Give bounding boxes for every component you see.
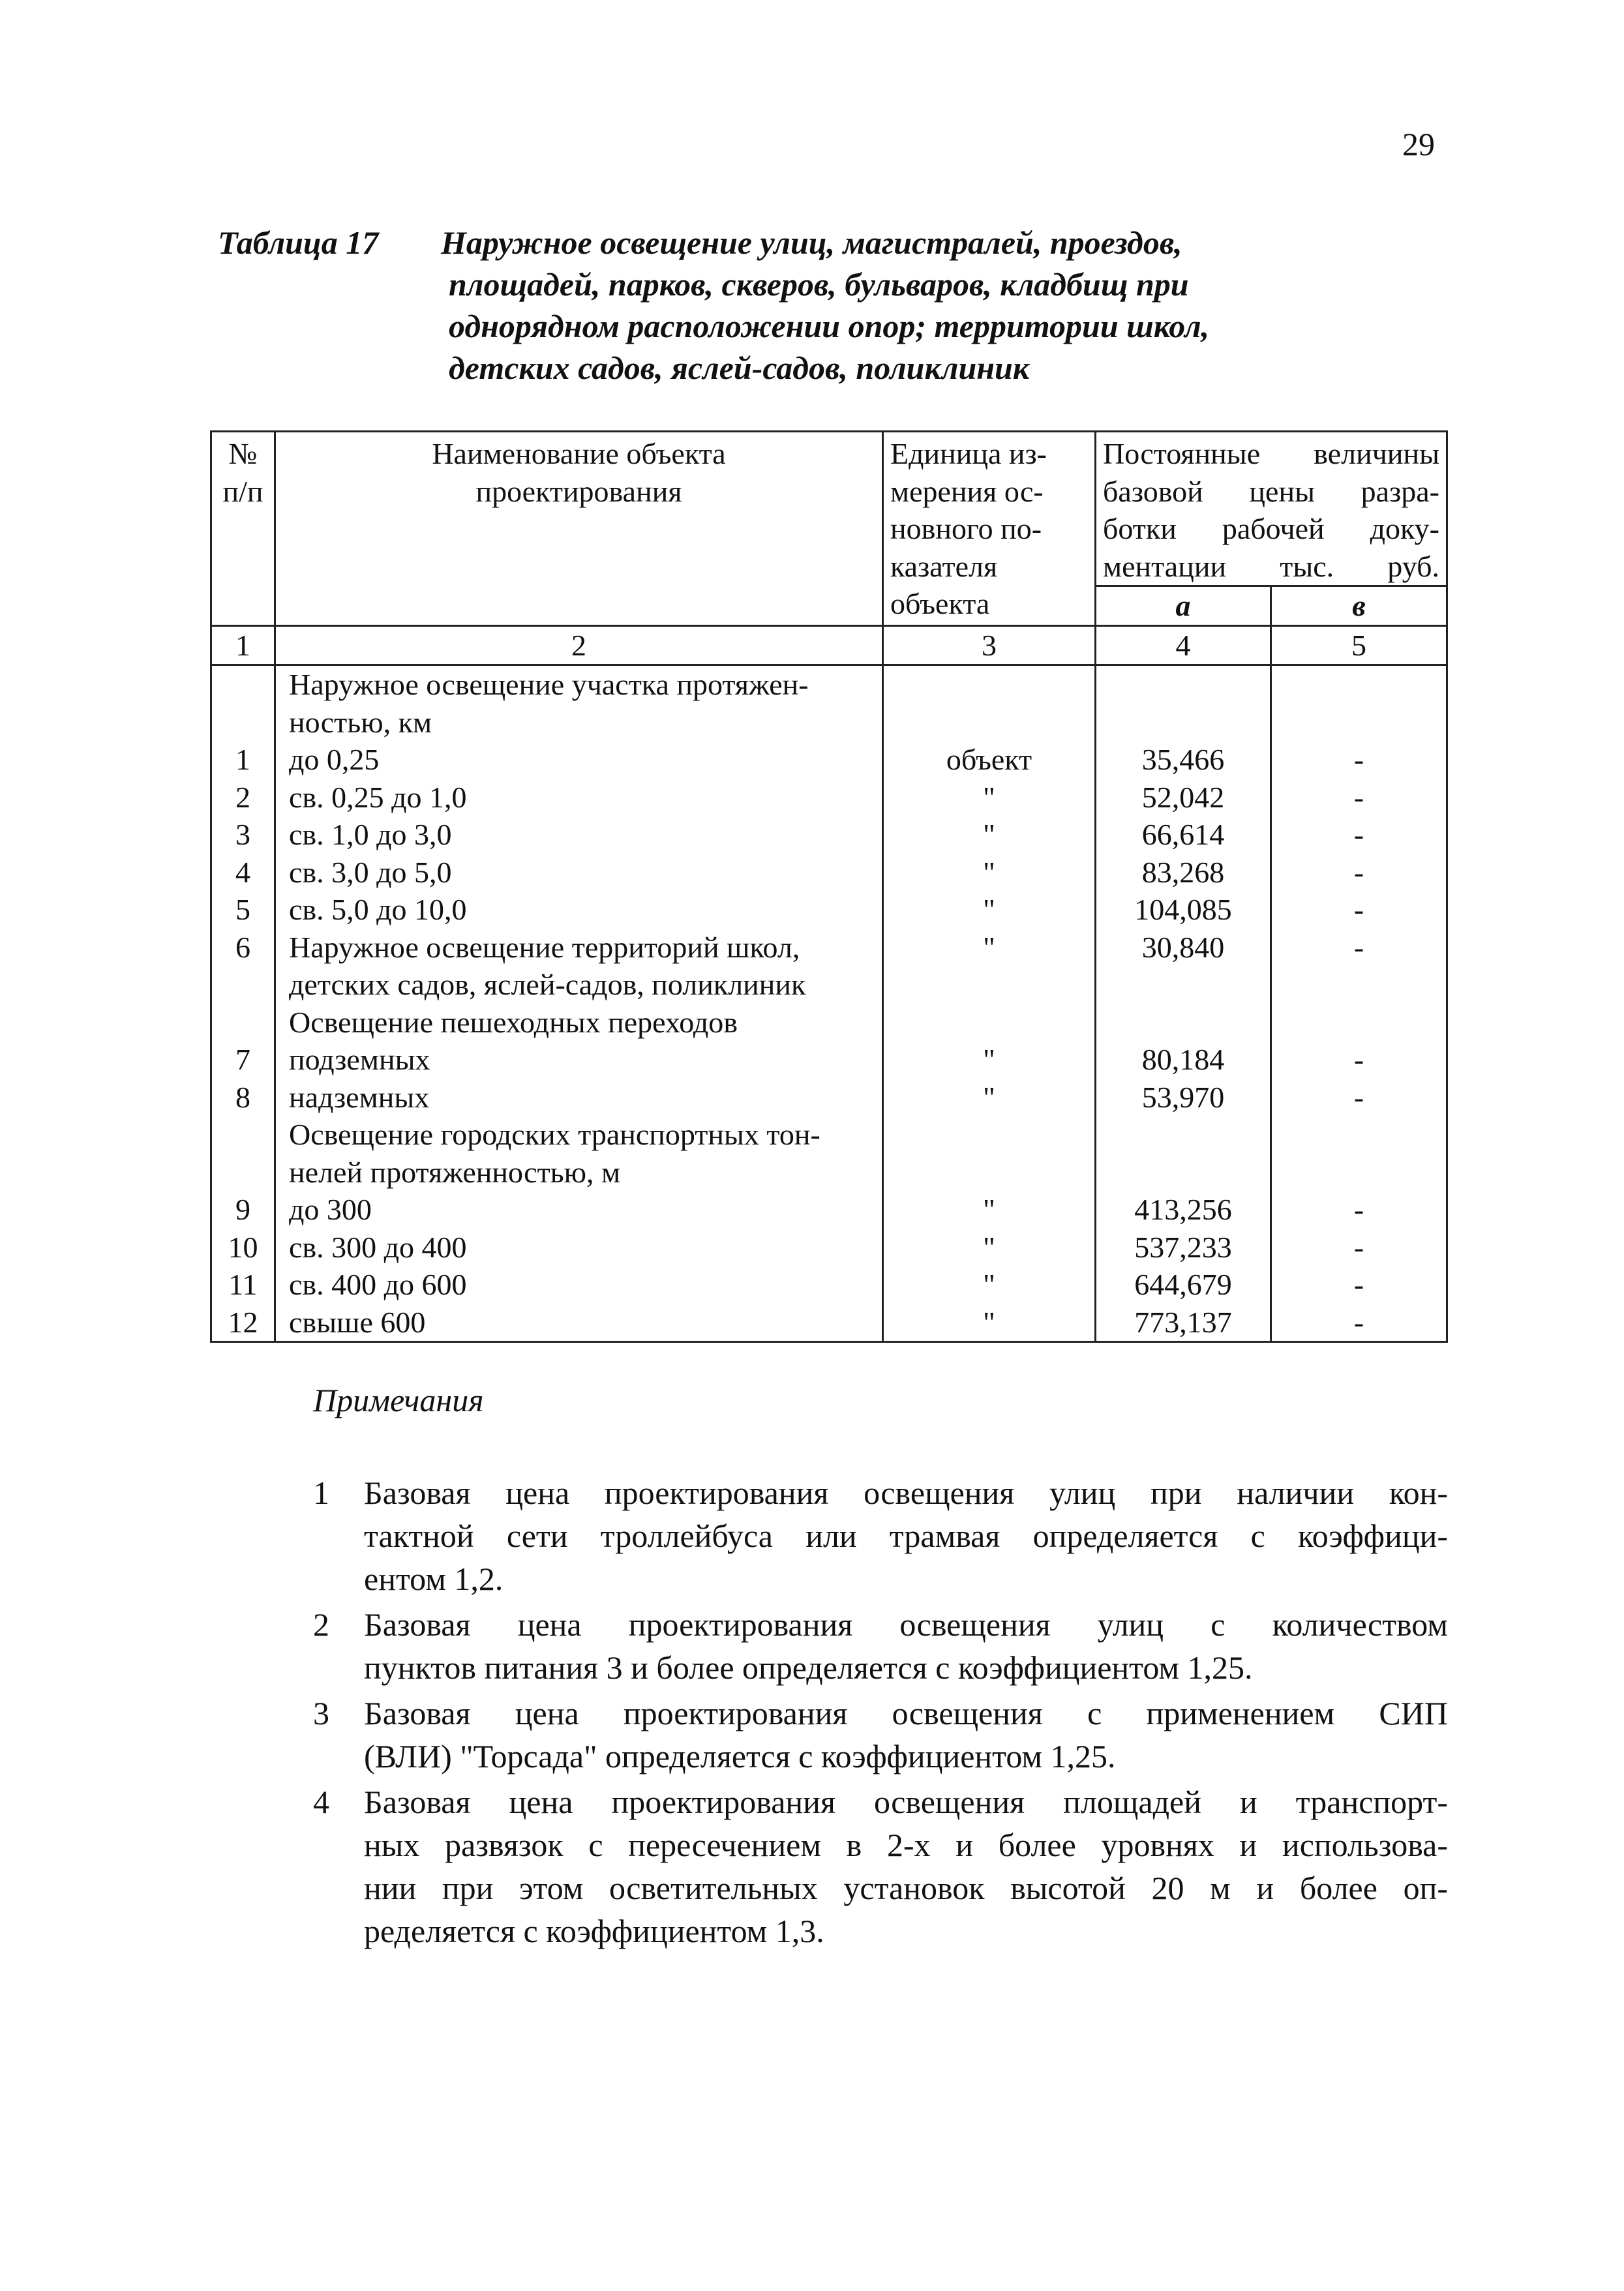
row-value-b-cell xyxy=(1271,1004,1447,1041)
row-unit-cell: " xyxy=(883,1041,1096,1079)
note-number: 4 xyxy=(313,1784,329,1820)
note-number: 1 xyxy=(313,1475,329,1511)
page-number: 29 xyxy=(1402,126,1435,162)
column-number: 4 xyxy=(1096,625,1271,665)
row-value-b-cell: - xyxy=(1271,854,1447,891)
row-name-cell: св. 5,0 до 10,0 xyxy=(275,891,883,929)
row-value-b-cell: - xyxy=(1271,891,1447,929)
header-unit-line: казателя xyxy=(890,549,998,583)
header-name-line: Наименование объекта xyxy=(432,437,726,470)
row-number-cell: 12 xyxy=(211,1304,275,1342)
table-row xyxy=(211,1004,1447,1041)
row-number-cell xyxy=(211,966,275,1004)
header-const-line: ботки рабочей доку- xyxy=(1103,512,1439,545)
row-value-a-cell: 644,679 xyxy=(1096,1266,1271,1304)
row-number-cell xyxy=(211,1116,275,1154)
header-unit-line: объекта xyxy=(890,587,990,620)
note-line: нии при этом осветительных установок высотой 20 м и более оп- xyxy=(364,1870,1448,1906)
table-row xyxy=(211,1116,1447,1154)
row-unit-cell: объект xyxy=(883,741,1096,779)
row-name-cell: свыше 600 xyxy=(275,1304,883,1342)
row-unit-cell xyxy=(883,1116,1096,1154)
header-const-line: Постоянные величины xyxy=(1103,437,1439,470)
row-value-b-cell: - xyxy=(1271,741,1447,779)
column-number: 2 xyxy=(275,625,883,665)
row-unit-cell: " xyxy=(883,929,1096,966)
table-title xyxy=(441,222,1471,389)
table-row xyxy=(211,741,1447,779)
row-number-cell: 1 xyxy=(211,741,275,779)
row-unit-cell xyxy=(883,665,1096,704)
row-name-cell: нелей протяженностью, м xyxy=(275,1154,883,1191)
note-line: Базовая цена проектирования освещения улиц с количеством xyxy=(364,1606,1448,1643)
row-unit-cell: " xyxy=(883,779,1096,816)
header-unit-line: Единица из- xyxy=(890,437,1047,470)
row-name-cell: Освещение пешеходных переходов xyxy=(275,1004,883,1041)
row-unit-cell: " xyxy=(883,816,1096,854)
table-row xyxy=(211,891,1447,929)
row-value-a-cell xyxy=(1096,1004,1271,1041)
header-row xyxy=(211,432,1447,586)
header-num-line: п/п xyxy=(222,474,263,508)
row-unit-cell: " xyxy=(883,1266,1096,1304)
header-sub-a: а xyxy=(1096,586,1271,626)
table-title-line: однорядном расположении опор; территории школ, xyxy=(449,308,1210,344)
row-number-cell: 11 xyxy=(211,1266,275,1304)
row-value-a-cell: 537,233 xyxy=(1096,1229,1271,1266)
row-number-cell xyxy=(211,704,275,741)
table-row xyxy=(211,929,1447,966)
note-number: 3 xyxy=(313,1695,329,1731)
row-unit-cell: " xyxy=(883,1229,1096,1266)
header-unit-line: новного по- xyxy=(890,512,1042,545)
table-title-line: детских садов, яслей-садов, поликлиник xyxy=(449,350,1030,386)
table-row xyxy=(211,1229,1447,1266)
row-name-cell: Наружное освещение территорий школ, xyxy=(275,929,883,966)
row-value-b-cell xyxy=(1271,966,1447,1004)
note-line: (ВЛИ) "Торсада" определяется с коэффициентом 1,25. xyxy=(364,1738,1116,1774)
row-value-b-cell: - xyxy=(1271,779,1447,816)
table-row xyxy=(211,854,1447,891)
header-const-cell xyxy=(1096,432,1447,586)
note-line: тактной сети троллейбуса или трамвая определяется с коэффици- xyxy=(364,1518,1448,1554)
note-item xyxy=(313,1603,1448,1689)
row-value-b-cell: - xyxy=(1271,929,1447,966)
row-number-cell: 7 xyxy=(211,1041,275,1079)
row-name-cell: детских садов, яслей-садов, поликлиник xyxy=(275,966,883,1004)
row-value-a-cell: 35,466 xyxy=(1096,741,1271,779)
table-row xyxy=(211,966,1447,1004)
header-const-line: базовой цены разра- xyxy=(1103,474,1439,508)
row-value-a-cell: 53,970 xyxy=(1096,1079,1271,1116)
row-value-b-cell xyxy=(1271,704,1447,741)
row-number-cell: 10 xyxy=(211,1229,275,1266)
row-value-a-cell xyxy=(1096,966,1271,1004)
row-name-cell: подземных xyxy=(275,1041,883,1079)
row-value-a-cell: 80,184 xyxy=(1096,1041,1271,1079)
row-unit-cell: " xyxy=(883,1079,1096,1116)
row-value-a-cell: 83,268 xyxy=(1096,854,1271,891)
price-table xyxy=(210,430,1448,1343)
table-row xyxy=(211,816,1447,854)
row-value-b-cell xyxy=(1271,1154,1447,1191)
table-row xyxy=(211,1266,1447,1304)
row-number-cell: 4 xyxy=(211,854,275,891)
row-number-cell xyxy=(211,665,275,704)
row-number-cell: 6 xyxy=(211,929,275,966)
row-unit-cell xyxy=(883,966,1096,1004)
row-name-cell: до 300 xyxy=(275,1191,883,1229)
table-row xyxy=(211,1304,1447,1342)
header-name-line: проектирования xyxy=(475,474,682,508)
table-label: Таблица 17 xyxy=(218,224,379,261)
note-line: ных развязок с пересечением в 2-х и более уровнях и использова- xyxy=(364,1827,1448,1863)
table-row xyxy=(211,1191,1447,1229)
table-row xyxy=(211,1079,1447,1116)
header-unit-line: мерения ос- xyxy=(890,474,1044,508)
row-value-a-cell: 773,137 xyxy=(1096,1304,1271,1342)
note-item xyxy=(313,1692,1448,1778)
row-value-a-cell: 52,042 xyxy=(1096,779,1271,816)
note-number: 2 xyxy=(313,1606,329,1643)
note-line: Базовая цена проектирования освещения площадей и транспорт- xyxy=(364,1784,1448,1820)
note-line: ределяется с коэффициентом 1,3. xyxy=(364,1913,824,1949)
row-value-b-cell: - xyxy=(1271,1304,1447,1342)
note-line: ентом 1,2. xyxy=(364,1561,504,1597)
row-unit-cell: " xyxy=(883,1304,1096,1342)
row-value-a-cell: 413,256 xyxy=(1096,1191,1271,1229)
table-title-line: площадей, парков, скверов, бульваров, кладбищ при xyxy=(449,266,1189,303)
row-name-cell: надземных xyxy=(275,1079,883,1116)
row-value-a-cell xyxy=(1096,704,1271,741)
row-unit-cell: " xyxy=(883,891,1096,929)
row-value-b-cell: - xyxy=(1271,1079,1447,1116)
row-name-cell: св. 400 до 600 xyxy=(275,1266,883,1304)
row-name-cell: св. 3,0 до 5,0 xyxy=(275,854,883,891)
row-name-cell: Наружное освещение участка протяжен- xyxy=(275,665,883,704)
row-number-cell xyxy=(211,1004,275,1041)
header-num-line: № xyxy=(228,437,258,470)
column-number: 3 xyxy=(883,625,1096,665)
note-line: Базовая цена проектирования освещения улиц при наличии кон- xyxy=(364,1475,1448,1511)
row-number-cell: 8 xyxy=(211,1079,275,1116)
header-num-cell xyxy=(211,432,275,626)
row-unit-cell xyxy=(883,1154,1096,1191)
row-value-b-cell: - xyxy=(1271,1229,1447,1266)
row-name-cell: св. 0,25 до 1,0 xyxy=(275,779,883,816)
column-number: 1 xyxy=(211,625,275,665)
table-row xyxy=(211,779,1447,816)
row-name-cell: св. 300 до 400 xyxy=(275,1229,883,1266)
row-value-a-cell: 104,085 xyxy=(1096,891,1271,929)
row-unit-cell xyxy=(883,1004,1096,1041)
row-value-b-cell: - xyxy=(1271,1191,1447,1229)
row-value-b-cell xyxy=(1271,1116,1447,1154)
table-row xyxy=(211,1041,1447,1079)
row-value-a-cell xyxy=(1096,1116,1271,1154)
row-value-b-cell: - xyxy=(1271,816,1447,854)
header-unit-cell xyxy=(883,432,1096,626)
column-number-row xyxy=(211,625,1447,665)
row-number-cell xyxy=(211,1154,275,1191)
table-row xyxy=(211,1154,1447,1191)
note-item xyxy=(313,1780,1448,1953)
row-name-cell: ностью, км xyxy=(275,704,883,741)
header-const-line: ментации тыс. руб. xyxy=(1103,549,1439,583)
row-name-cell: до 0,25 xyxy=(275,741,883,779)
row-value-a-cell: 66,614 xyxy=(1096,816,1271,854)
row-unit-cell: " xyxy=(883,854,1096,891)
row-name-cell: св. 1,0 до 3,0 xyxy=(275,816,883,854)
row-value-b-cell: - xyxy=(1271,1041,1447,1079)
row-number-cell: 5 xyxy=(211,891,275,929)
row-value-b-cell: - xyxy=(1271,1266,1447,1304)
row-number-cell: 9 xyxy=(211,1191,275,1229)
row-number-cell: 3 xyxy=(211,816,275,854)
notes-title: Примечания xyxy=(313,1382,484,1418)
row-name-cell: Освещение городских транспортных тон- xyxy=(275,1116,883,1154)
row-unit-cell xyxy=(883,704,1096,741)
note-item xyxy=(313,1471,1448,1600)
row-value-a-cell xyxy=(1096,665,1271,704)
column-number: 5 xyxy=(1271,625,1447,665)
header-sub-b: в xyxy=(1271,586,1447,626)
table-row xyxy=(211,665,1447,704)
note-line: пунктов питания 3 и более определяется с коэффициентом 1,25. xyxy=(364,1649,1253,1686)
header-name-cell xyxy=(275,432,883,626)
row-unit-cell: " xyxy=(883,1191,1096,1229)
table-title-line: Наружное освещение улиц, магистралей, проездов, xyxy=(441,224,1182,261)
notes-list xyxy=(313,1471,1448,1955)
note-line: Базовая цена проектирования освещения с применением СИП xyxy=(364,1695,1448,1731)
row-value-a-cell xyxy=(1096,1154,1271,1191)
table-row xyxy=(211,704,1447,741)
row-value-b-cell xyxy=(1271,665,1447,704)
row-value-a-cell: 30,840 xyxy=(1096,929,1271,966)
row-number-cell: 2 xyxy=(211,779,275,816)
